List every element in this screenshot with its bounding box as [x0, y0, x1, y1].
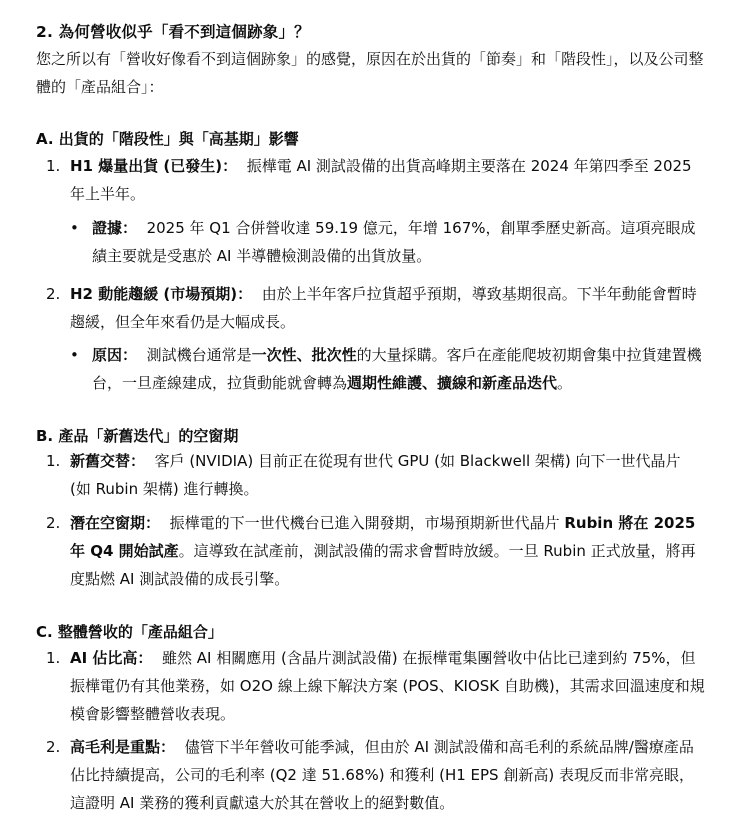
item-label: AI 佔比高：: [70, 649, 153, 667]
section-a-title: A. 出貨的「階段性」與「高基期」影響: [36, 130, 299, 148]
item-text: 雖然 AI 相關應用 (含晶片測試設備) 在振樺電集團營收中佔比已達到約 75%，但振樺電仍有其他業務，如 O2O 線上線下解決方案 (POS、KIOSK 自助機)，其需求回溫速度和規模會影響整體營收表現。: [70, 649, 705, 723]
list-number: 1.: [46, 452, 61, 470]
list-item: [46, 509, 706, 593]
item-label: 新舊交替：: [70, 452, 146, 470]
item-text: 振樺電 AI 測試設備的出貨高峰期主要落在 2024 年第四季至 2025 年上半年。: [70, 157, 692, 203]
intro-paragraph: 您之所以有「營收好像看不到這個跡象」的感覺，原因在於出貨的「節奏」和「階段性」，以及公司整體的「產品組合」：: [36, 50, 704, 96]
sub-item-emphasis: 週期性維護、擴線和新產品迭代: [347, 374, 558, 392]
sub-list-item: [70, 341, 706, 397]
sub-item-label: 原因：: [92, 346, 138, 364]
item-label: 高毛利是重點：: [70, 738, 176, 756]
list-item: [46, 733, 706, 817]
list-item: [46, 280, 706, 336]
item-text: 由於上半年客戶拉貨超乎預期，導致基期很高。下半年動能會暫時趨緩，但全年來看仍是大幅成長。: [70, 285, 697, 331]
bullet-icon: •: [70, 346, 79, 364]
sub-list-item: [70, 214, 706, 270]
sub-item-text: 測試機台通常是: [146, 346, 252, 364]
item-label: H1 爆量出貨 (已發生)：: [70, 157, 238, 175]
item-text: 振樺電的下一世代機台已進入開發期，市場預期新世代晶片: [169, 514, 565, 532]
list-number: 2.: [46, 738, 61, 756]
sub-item-label: 證據：: [92, 219, 138, 237]
bullet-icon: •: [70, 219, 79, 237]
list-number: 1.: [46, 649, 61, 667]
sub-item-emphasis: 一次性、批次性: [251, 346, 357, 364]
list-item: [46, 152, 706, 208]
item-text: 客戶 (NVIDIA) 目前正在從現有世代 GPU (如 Blackwell 架構) 向下一世代晶片 (如 Rubin 架構) 進行轉換。: [70, 452, 681, 498]
item-label: H2 動能趨緩 (市場預期)：: [70, 285, 253, 303]
list-number: 2.: [46, 514, 61, 532]
item-label: 潛在空窗期：: [70, 514, 161, 532]
section-b-title: B. 產品「新舊迭代」的空窗期: [36, 427, 239, 445]
list-number: 2.: [46, 285, 61, 303]
sub-item-text: 2025 年 Q1 合併營收達 59.19 億元，年增 167%，創單季歷史新高。這項亮眼成績主要就是受惠於 AI 半導體檢測設備的出貨放量。: [92, 219, 696, 265]
sub-item-text: 。: [557, 374, 573, 392]
list-number: 1.: [46, 157, 61, 175]
list-item: [46, 644, 706, 728]
section-heading: 2. 為何營收似乎「看不到這個跡象」？: [36, 23, 310, 41]
item-emphasis: Rubin 將在 2025 年 Q4 開始試產: [70, 514, 696, 560]
list-item: [46, 447, 706, 503]
item-text: 。這導致在試產前，測試設備的需求會暫時放緩。一旦 Rubin 正式放量，將再度點燃 AI 測試設備的成長引擎。: [70, 542, 696, 588]
item-text: 儘管下半年營收可能季減，但由於 AI 測試設備和高毛利的系統品牌/醫療產品佔比持續提高，公司的毛利率 (Q2 達 51.68%) 和獲利 (H1 EPS 創新高) 表現反而非常亮眼，這證明 AI 業務的獲利貢獻遠大於其在營收上的絕對數值。: [70, 738, 694, 812]
sub-item-text: 的大量採購。客戶在產能爬坡初期會集中拉貨建置機台，一旦產線建成，拉貨動能就會轉為: [92, 346, 702, 392]
section-c-title: C. 整體營收的「產品組合」: [36, 623, 223, 641]
